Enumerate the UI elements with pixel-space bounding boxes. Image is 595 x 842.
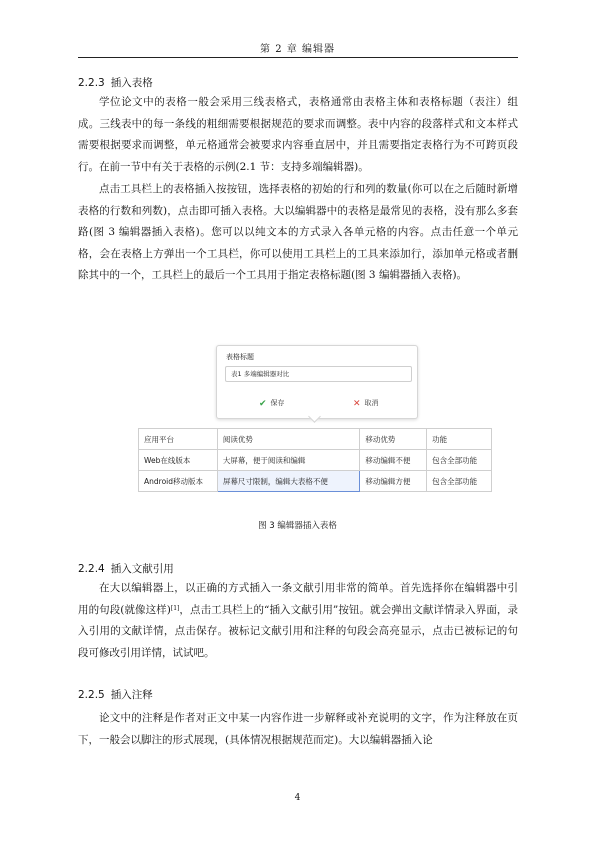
section-heading-2-2-3: [78, 75, 153, 90]
section-title: 插入注释: [110, 689, 153, 701]
paragraph: 论文中的注释是作者对正文中某一内容作进一步解释或补充说明的文字，作为注释放在页下，一般会以脚注的形式展现，(具体情况根据规范而定)。大以编辑器插入论: [78, 712, 518, 746]
cancel-button-label: 取消: [364, 399, 379, 407]
figure-caption: 图 3 编辑器插入表格: [258, 521, 337, 531]
table-caption-input[interactable]: 表1 多端编辑器对比: [225, 366, 412, 382]
table-cell[interactable]: 包含全部功能: [427, 471, 492, 492]
save-button[interactable]: [259, 398, 285, 409]
table-cell[interactable]: 大屏幕，便于阅读和编辑: [217, 450, 360, 471]
figure-insert-table: [138, 345, 492, 495]
cancel-button[interactable]: [353, 398, 379, 409]
paragraph: 学位论文中的表格一般会采用三线表格式，表格通常由表格主体和表格标题（表注）组成。三线表中的每一条线的粗细需要根据规范的要求而调整。表中内容的段落样式和文本样式需要根据要求而调整，单元格通常会被要求内容垂直居中，并且需要指定表格行为不可跨页段行。在前一节中有关于表格的示例(2.1 节：支持多端编辑器)。: [78, 96, 518, 173]
table-cell[interactable]: 阅读优势: [217, 429, 360, 450]
table-cell[interactable]: 应用平台: [139, 429, 218, 450]
table-caption-popup: [216, 345, 418, 419]
check-icon: ✔: [259, 399, 267, 409]
table-cell[interactable]: Web在线版本: [139, 450, 218, 471]
table-row: [139, 471, 492, 492]
section-heading-2-2-5: [78, 687, 153, 702]
section-title: 插入表格: [110, 77, 153, 89]
page-number: 4: [294, 793, 301, 803]
table-cell[interactable]: 移动编辑不便: [360, 450, 427, 471]
paragraph: [78, 578, 518, 664]
paragraph-text: 在大以编辑器上，以正确的方式插入一条文献引用非常的简单。首先选择你在编辑器中引用的句段(就像这样): [78, 582, 518, 616]
header-rule: [78, 57, 518, 58]
table-cell[interactable]: 移动优势: [360, 429, 427, 450]
save-button-label: 保存: [270, 399, 285, 407]
paragraph-text: ，点击工具栏上的“插入文献引用”按钮。就会弹出文献详情录入界面，录入引用的文献详情，点击保存。被标记文献引用和注释的句段会高亮显示，点击已被标记的句段可修改引用详情，试试吧。: [78, 603, 518, 659]
table-cell[interactable]: Android移动版本: [139, 471, 218, 492]
section-title: 插入文献引用: [110, 563, 174, 575]
comparison-table: [138, 428, 492, 492]
section-heading-2-2-4: [78, 561, 174, 576]
citation-marker[interactable]: [1]: [170, 604, 180, 612]
table-cell[interactable]: 包含全部功能: [427, 450, 492, 471]
x-icon: ✕: [353, 399, 361, 409]
table-row: [139, 429, 492, 450]
section-number: 2.2.5: [78, 689, 105, 701]
popup-label: 表格标题: [226, 353, 254, 361]
paragraph: 点击工具栏上的表格插入按按钮，选择表格的初始的行和列的数量(你可以在之后随时新增表格的行数和列数)，点击即可插入表格。大以编辑器中的表格是最常见的表格，没有那么多套路(图 3 编辑器插入表格)。您可以以纯文本的方式录入各单元格的内容。点击任意一个单元格，会在表格上方弹出一个工具栏，你可以使用工具栏上的工具来添加行，添加单元格或者删除其中的一个，工具栏上的最后一个工具用于指定表格标题(图 3 编辑器插入表格)。: [78, 183, 518, 282]
section-number: 2.2.4: [78, 563, 105, 575]
table-cell[interactable]: 移动编辑方便: [360, 471, 427, 492]
table-row: [139, 450, 492, 471]
section-number: 2.2.3: [78, 77, 105, 89]
table-cell[interactable]: 功能: [427, 429, 492, 450]
selected-table-cell[interactable]: 屏幕尺寸限制，编辑大表格不便: [217, 471, 360, 492]
running-header: 第 2 章 编辑器: [260, 44, 335, 55]
